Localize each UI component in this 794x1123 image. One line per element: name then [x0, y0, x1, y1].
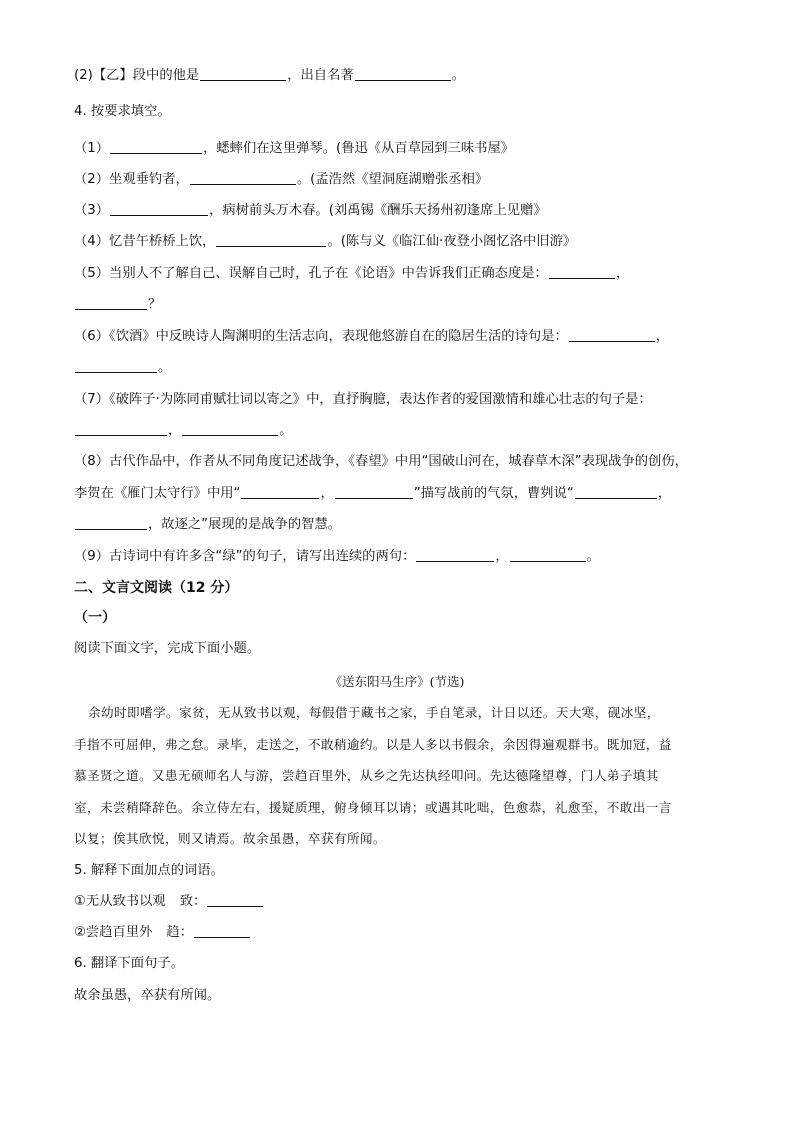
answer-blank[interactable]: [200, 66, 286, 81]
q4-item-7-cont: ， 。: [74, 421, 744, 441]
q4-title: 4. 按要求填空。: [74, 104, 171, 119]
passage-line: 室，未尝稍降辞色。余立侍左右，援疑质理，俯身倾耳以请；或遇其叱咄，色愈恭，礼愈至，不敢出一言: [74, 800, 672, 815]
answer-blank[interactable]: [75, 421, 167, 436]
q5-item-2: ②尝趋百里外 趋：: [74, 923, 744, 943]
q5-title: 5. 解释下面加点的词语。: [74, 863, 224, 878]
q4-item-8-cont2: ，故逐之”展现的是战争的智慧。: [74, 515, 744, 535]
passage-line: 手指不可屈伸，弗之怠。录毕，走送之，不敢稍逾约。以是人多以书假余，余因得遍观群书。既加冠，益: [74, 737, 672, 752]
answer-blank[interactable]: [75, 358, 157, 373]
section-2-subtitle: （一）: [74, 610, 116, 626]
answer-blank[interactable]: [110, 201, 208, 216]
q3-2-line: (2)【乙】段中的他是 ，出自名著 。: [74, 68, 465, 83]
answer-blank[interactable]: [110, 139, 202, 154]
section-2-instruction: 阅读下面文字，完成下面小题。: [74, 641, 261, 656]
answer-blank[interactable]: [75, 295, 147, 310]
q4-item-5: （5）当别人不了解自己、误解自己时，孔子在《论语》中告诉我们正确态度是： ，: [74, 266, 630, 281]
answer-blank[interactable]: [190, 170, 296, 185]
q4-item-9: （9）古诗词中有许多含“绿”的句子，请写出连续的两句： ， 。: [74, 549, 600, 564]
q4-item-7: （7）《破阵子·为陈同甫赋壮词以寄之》中，直抒胸臆，表达作者的爱国激情和雄心壮志的句子是：: [74, 392, 652, 407]
q4-item-1: （1） ，蟋蟀们在这里弹琴。(鲁迅《从百草园到三味书屋》: [74, 141, 515, 156]
passage-line: 慕圣贤之道。又患无硕师名人与游，尝趋百里外，从乡之先达执经叩问。先达德隆望尊，门人弟子填其: [74, 768, 659, 783]
q4-item-3: （3） ，病树前头万木春。(刘禹锡《酬乐天扬州初逢席上见赠》: [74, 203, 547, 218]
q4-item-4: （4）忆昔午桥桥上饮， 。(陈与义《临江仙·夜登小阁忆洛中旧游》: [74, 234, 577, 249]
answer-blank[interactable]: [207, 892, 263, 907]
answer-blank[interactable]: [569, 327, 655, 342]
answer-blank[interactable]: [182, 421, 278, 436]
answer-blank[interactable]: [241, 484, 319, 499]
q4-item-6-cont: 。: [74, 358, 744, 378]
q4-item-2: （2）坐观垂钓者， 。(孟浩然《望洞庭湖赠张丞相》: [74, 172, 489, 187]
passage-title: 《送东阳马生序》(节选): [329, 674, 465, 689]
section-2-title: 二、文言文阅读（12 分）: [74, 580, 239, 596]
q4-item-6: （6）《饮酒》中反映诗人陶渊明的生活志向，表现他悠游自在的隐居生活的诗句是： ，: [74, 329, 670, 344]
q6-sentence: 故余虽愚，卒获有所闻。: [74, 988, 221, 1003]
answer-blank[interactable]: [335, 484, 413, 499]
answer-blank[interactable]: [416, 547, 494, 562]
q4-item-8-cont: 李贺在《雁门太守行》中用“ ， ”描写战前的气氛，曹刿说“ ，: [74, 486, 672, 501]
q5-item-1: ①无从致书以观 致：: [74, 892, 744, 912]
answer-blank[interactable]: [355, 66, 451, 81]
q4-item-8: （8）古代作品中，作者从不同角度记述战争，《春望》中用“国破山河在，城春草木深”表现战争的创伤，: [74, 454, 688, 469]
answer-blank[interactable]: [194, 923, 250, 938]
passage-line: 以复；俟其欣悦，则又请焉。故余虽愚，卒获有所闻。: [74, 831, 386, 846]
answer-blank[interactable]: [510, 547, 586, 562]
answer-blank[interactable]: [575, 484, 657, 499]
passage-line: 余幼时即嗜学。家贫，无从致书以观，每假借于藏书之家，手自笔录，计日以还。天大寒，砚冰坚，: [88, 705, 660, 720]
answer-blank[interactable]: [549, 264, 615, 279]
q6-title: 6. 翻译下面句子。: [74, 956, 184, 971]
answer-blank[interactable]: [216, 232, 326, 247]
q4-item-5-cont: ？: [74, 295, 744, 315]
answer-blank[interactable]: [75, 515, 147, 530]
